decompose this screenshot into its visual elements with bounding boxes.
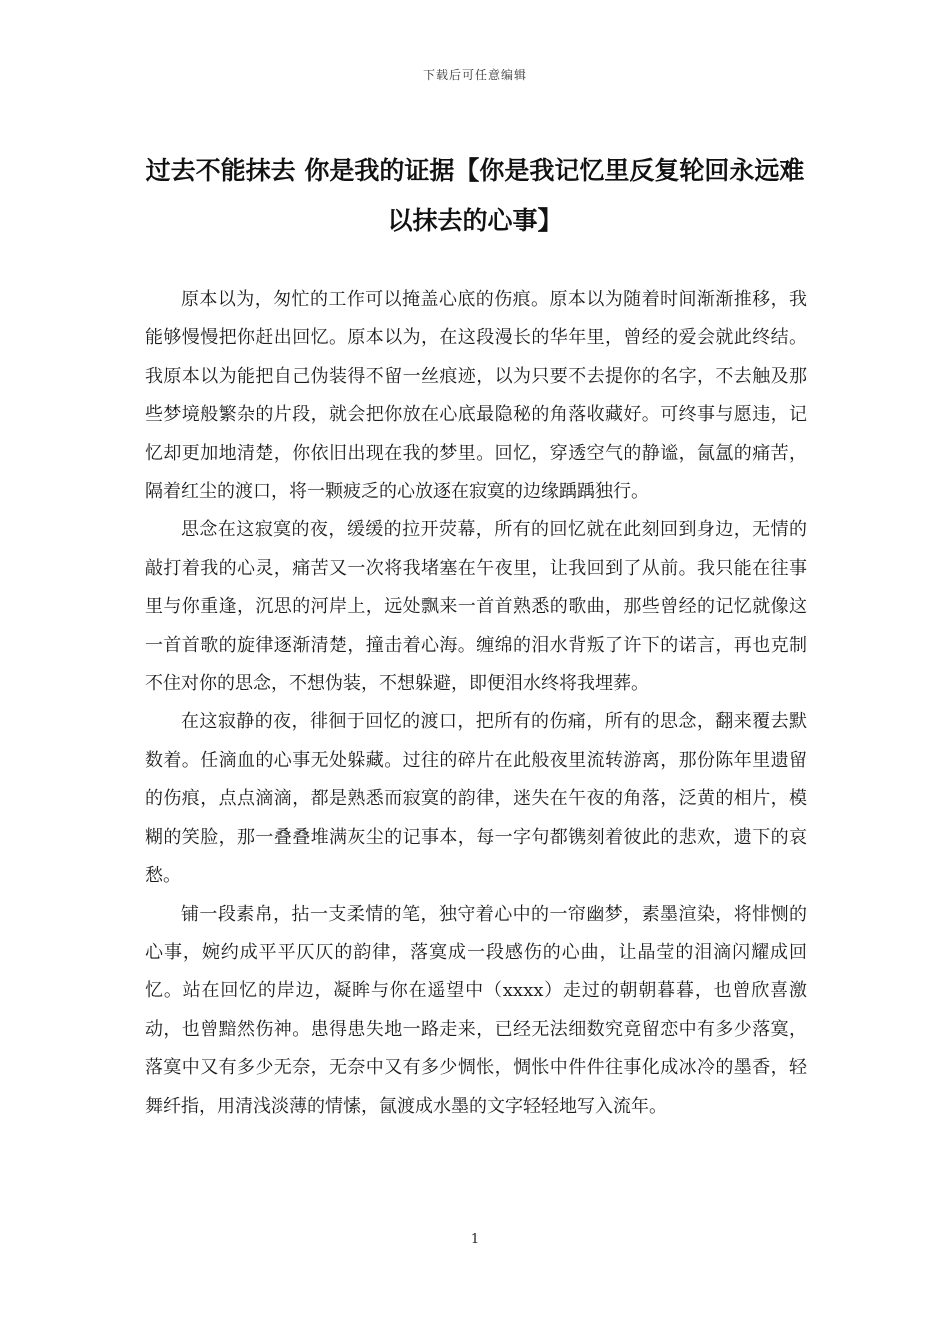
paragraph: 在这寂静的夜，徘徊于回忆的渡口，把所有的伤痛，所有的思念，翻来覆去默数着。任滴血的心事无处躲藏。过往的碎片在此般夜里流转游离，那份陈年里遗留的伤痕，点点滴滴，都是熟悉而寂寞的韵律，迷失在午夜的角落，泛黄的相片，模糊的笑脸，那一叠叠堆满灰尘的记事本，每一字句都镌刻着彼此的悲欢，遗下的哀愁。 [145,711,807,887]
header-note: 下载后可任意编辑 [422,68,527,82]
paragraph: 铺一段素帛，拈一支柔情的笔，独守着心中的一帘幽梦，素墨渲染，将悱恻的心事，婉约成平平仄仄的韵律，落寞成一段感伤的心曲，让晶莹的泪滴闪耀成回忆。站在回忆的岸边，凝眸与你在遥望中（xxxx）走过的朝朝暮暮，也曾欣喜激动，也曾黯然伤神。患得患失地一路走来，已经无法细数究竟留恋中有多少落寞，落寞中又有多少无奈，无奈中又有多少惆怅，惆怅中件件往事化成冰冷的墨香，轻舞纤指，用清浅淡薄的情愫，氤渡成水墨的文字轻轻地写入流年。 [145,903,807,1117]
page-number: 1 [470,1232,480,1247]
paragraph: 思念在这寂寞的夜，缓缓的拉开荧幕，所有的回忆就在此刻回到身边，无情的敲打着我的心灵，痛苦又一次将我堵塞在午夜里，让我回到了从前。我只能在往事里与你重逢，沉思的河岸上，远处飘来一首首熟悉的歌曲，那些曾经的记忆就像这一首首歌的旋律逐渐清楚，撞击着心海。缠绵的泪水背叛了许下的诺言，再也克制不住对你的思念，不想伪装，不想躲避，即便泪水终将我埋葬。 [145,519,807,695]
document-body [145,281,807,1126]
document-title: 过去不能抹去 你是我的证据【你是我记忆里反复轮回永远难以抹去的心事】 [145,156,805,235]
paragraph: 原本以为，匆忙的工作可以掩盖心底的伤痕。原本以为随着时间渐渐推移，我能够慢慢把你赶出回忆。原本以为，在这段漫长的华年里，曾经的爱会就此终结。我原本以为能把自己伪装得不留一丝痕迹，以为只要不去提你的名字，不去触及那些梦境般繁杂的片段，就会把你放在心底最隐秘的角落收藏好。可终事与愿违，记忆却更加地清楚，你依旧出现在我的梦里。回忆，穿透空气的静谧，氤氲的痛苦，隔着红尘的渡口，将一颗疲乏的心放逐在寂寞的边缘踽踽独行。 [145,289,807,503]
